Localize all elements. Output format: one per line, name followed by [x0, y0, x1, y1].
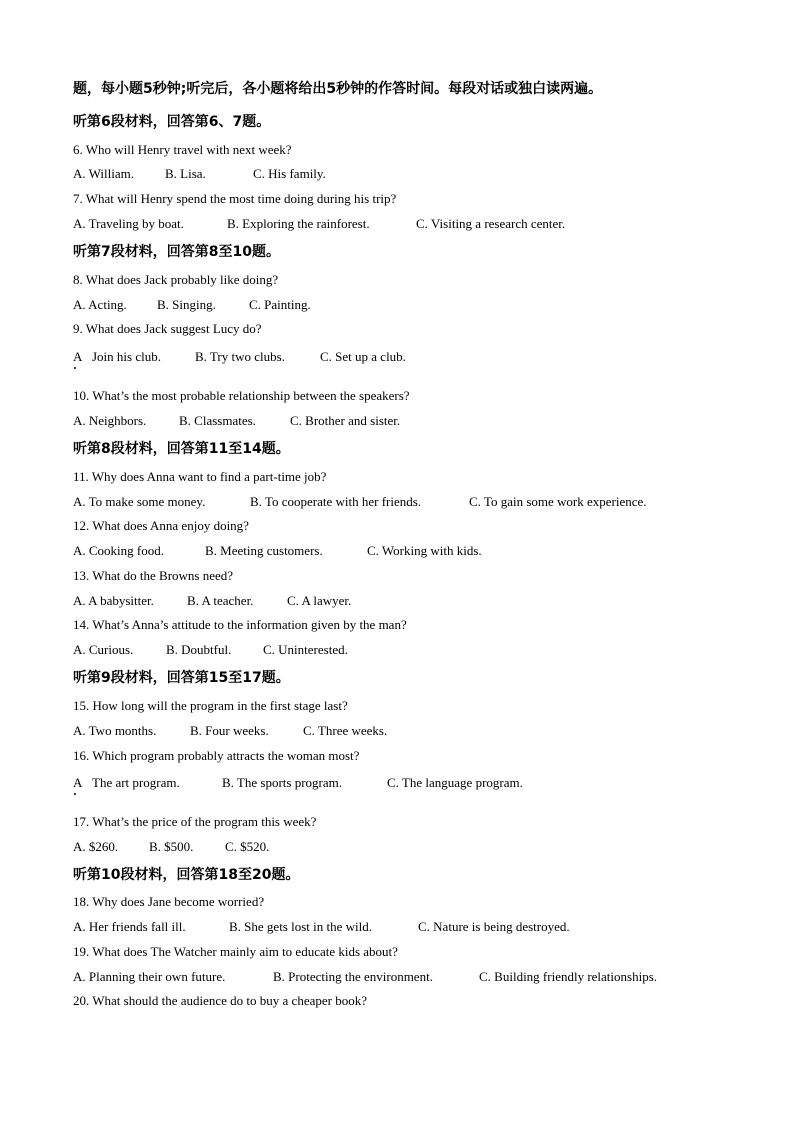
- option-a: A. To make some money.: [73, 494, 206, 509]
- option-b: B. Singing.: [157, 297, 216, 312]
- question-text: 20. What should the audience do to buy a cheaper book?: [73, 993, 367, 1008]
- question-text: 11. Why does Anna want to find a part-time job?: [73, 469, 327, 484]
- option-a-text: Join his club.: [92, 349, 161, 364]
- option-b: B. Meeting customers.: [205, 543, 323, 558]
- option-b: B. She gets lost in the wild.: [229, 919, 372, 934]
- instructions-intro: 题，每小题5秒钟;听完后，各小题将给出5秒钟的作答时间。每段对话或独白读两遍。: [73, 81, 603, 97]
- section-heading: 听第8段材料，回答第11至14题。: [73, 441, 290, 457]
- question-text: 13. What do the Browns need?: [73, 568, 234, 583]
- option-c: C. A lawyer.: [287, 593, 352, 608]
- option-a-letter: A: [73, 349, 83, 364]
- option-b: B. Try two clubs.: [195, 349, 285, 364]
- option-c: C. Painting.: [249, 297, 311, 312]
- question-text: 15. How long will the program in the first stage last?: [73, 698, 348, 713]
- option-c: C. Working with kids.: [367, 543, 482, 558]
- option-c: C. To gain some work experience.: [469, 494, 647, 509]
- option-a: A. $260.: [73, 839, 119, 854]
- option-a-dot: [74, 367, 76, 369]
- option-a: A. Her friends fall ill.: [73, 919, 186, 934]
- section-heading: 听第7段材料，回答第8至10题。: [73, 244, 280, 260]
- question-text: 19. What does The Watcher mainly aim to educate kids about?: [73, 944, 398, 959]
- option-a: A. A babysitter.: [73, 593, 154, 608]
- question-text: 6. Who will Henry travel with next week?: [73, 142, 292, 157]
- question-text: 7. What will Henry spend the most time doing during his trip?: [73, 191, 397, 206]
- option-c: C. The language program.: [387, 775, 523, 790]
- option-c: C. Brother and sister.: [290, 413, 401, 428]
- option-a: A. Traveling by boat.: [73, 216, 184, 231]
- option-a: A. Planning their own future.: [73, 969, 226, 984]
- option-c: C. His family.: [253, 166, 326, 181]
- option-c: C. Uninterested.: [263, 642, 348, 657]
- option-b: B. To cooperate with her friends.: [250, 494, 422, 509]
- option-a-text: The art program.: [92, 775, 180, 790]
- option-a: A. William.: [73, 166, 134, 181]
- option-c: C. Nature is being destroyed.: [418, 919, 570, 934]
- option-b: B. A teacher.: [187, 593, 254, 608]
- option-c: C. Visiting a research center.: [416, 216, 566, 231]
- option-c: C. $520.: [225, 839, 270, 854]
- option-a-dot: [74, 793, 76, 795]
- option-a: A. Two months.: [73, 723, 157, 738]
- question-text: 10. What’s the most probable relationship between the speakers?: [73, 388, 410, 403]
- question-text: 16. Which program probably attracts the woman most?: [73, 748, 360, 763]
- section-heading: 听第6段材料，回答第6、7题。: [73, 114, 271, 130]
- option-a: A. Cooking food.: [73, 543, 164, 558]
- question-text: 8. What does Jack probably like doing?: [73, 272, 279, 287]
- option-c: C. Building friendly relationships.: [479, 969, 658, 984]
- option-b: B. The sports program.: [222, 775, 342, 790]
- option-b: B. Lisa.: [165, 166, 206, 181]
- option-b: B. Doubtful.: [166, 642, 232, 657]
- option-b: B. $500.: [149, 839, 194, 854]
- section-heading: 听第9段材料，回答第15至17题。: [73, 670, 290, 686]
- option-c: C. Set up a club.: [320, 349, 406, 364]
- option-a: A. Acting.: [73, 297, 127, 312]
- option-a-letter: A: [73, 775, 83, 790]
- question-text: 18. Why does Jane become worried?: [73, 894, 265, 909]
- option-c: C. Three weeks.: [303, 723, 388, 738]
- option-b: B. Protecting the environment.: [273, 969, 433, 984]
- section-heading: 听第10段材料，回答第18至20题。: [73, 867, 300, 883]
- option-b: B. Classmates.: [179, 413, 256, 428]
- option-a: A. Curious.: [73, 642, 134, 657]
- option-a: A. Neighbors.: [73, 413, 147, 428]
- question-text: 17. What’s the price of the program this week?: [73, 814, 317, 829]
- question-text: 9. What does Jack suggest Lucy do?: [73, 321, 262, 336]
- option-b: B. Four weeks.: [190, 723, 269, 738]
- question-text: 12. What does Anna enjoy doing?: [73, 518, 249, 533]
- option-b: B. Exploring the rainforest.: [227, 216, 370, 231]
- question-text: 14. What’s Anna’s attitude to the information given by the man?: [73, 617, 407, 632]
